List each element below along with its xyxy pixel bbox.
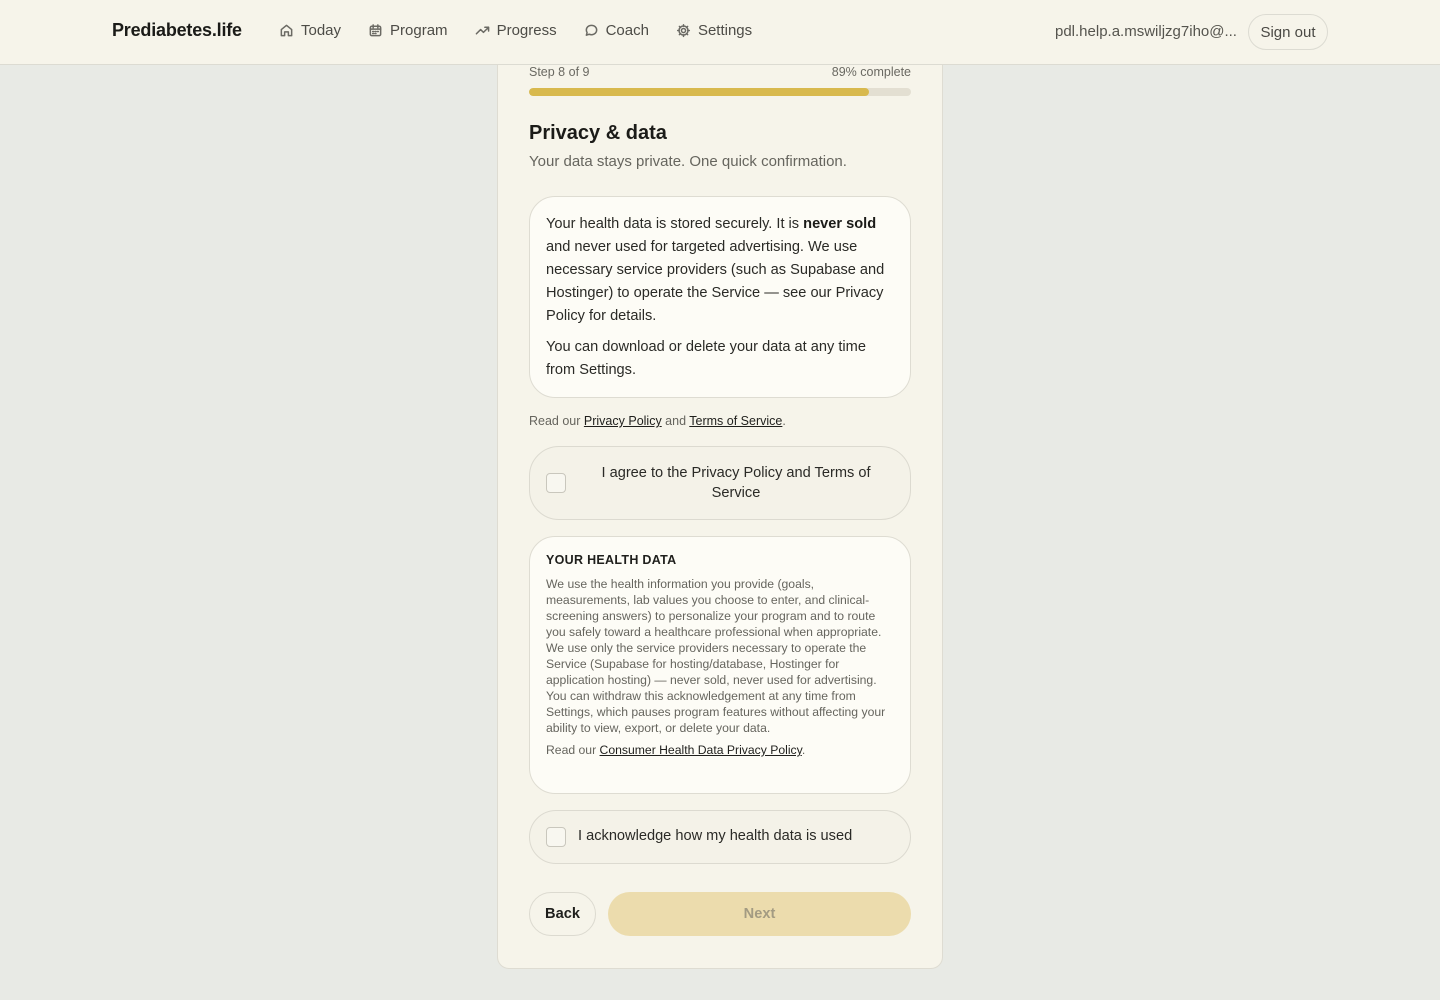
- info-text: Your health data is stored securely. It is: [546, 216, 804, 232]
- consumer-health-data-policy-link[interactable]: Consumer Health Data Privacy Policy: [599, 743, 802, 757]
- health-data-policy-line: [546, 743, 894, 757]
- nav-label: Coach: [605, 22, 649, 39]
- nav-item-settings[interactable]: [676, 22, 752, 39]
- privacy-info-paragraph: You can download or delete your data at any time from Settings.: [546, 339, 866, 378]
- policy-links-line: [529, 414, 786, 428]
- home-icon: [279, 23, 294, 38]
- sign-out-button[interactable]: Sign out: [1248, 14, 1328, 50]
- nav-label: Program: [390, 22, 448, 39]
- calendar-icon: [368, 23, 383, 38]
- next-button[interactable]: Next: [608, 892, 911, 936]
- progress-bar: [529, 88, 911, 96]
- period: .: [801, 743, 806, 757]
- and-text: and: [661, 414, 690, 428]
- chat-bubble-icon: [584, 23, 599, 38]
- health-data-box: [529, 536, 911, 794]
- nav-label: Today: [301, 22, 342, 39]
- nav-item-today[interactable]: [279, 22, 341, 39]
- nav-label: Progress: [496, 22, 557, 39]
- privacy-policy-link[interactable]: Privacy Policy: [583, 414, 662, 428]
- top-nav-bar: [0, 0, 1440, 65]
- nav-item-program[interactable]: [368, 22, 448, 39]
- acknowledge-health-data-checkbox[interactable]: [546, 827, 566, 847]
- agree-terms-label[interactable]: I agree to the Privacy Policy and Terms of Service: [601, 465, 871, 501]
- user-email: pdl.help.a.mswiljzg7iho@...: [1055, 23, 1237, 40]
- never-sold-emphasis: never sold: [803, 216, 877, 232]
- privacy-info-paragraph: [546, 213, 894, 328]
- period: .: [782, 414, 786, 428]
- gear-icon: [676, 23, 691, 38]
- progress-bar-fill: [529, 88, 869, 96]
- main-nav: [279, 22, 779, 39]
- nav-label: Settings: [697, 22, 753, 39]
- back-button[interactable]: Back: [529, 892, 596, 936]
- trending-up-icon: [475, 23, 490, 38]
- acknowledge-health-data-label[interactable]: I acknowledge how my health data is used: [578, 828, 853, 844]
- step-indicator: [529, 65, 911, 79]
- step-text: Step 8 of 9: [529, 65, 590, 79]
- nav-item-progress[interactable]: [475, 22, 557, 39]
- health-data-body: We use the health information you provide (goals, measurements, lab values you choose to enter, and clinical-screening answers) to personalize your program and to route you safely toward a healthcare professional when appropriate. We use only the service providers necessary to operate the Service (Supabase for hosting/database, Hostinger for application hosting) — never sold, never used for advertising. You can withdraw this acknowledgement at any time from Settings, which pauses program features without affecting your ability to view, export, or delete your data.: [546, 577, 886, 735]
- agree-terms-checkbox[interactable]: [546, 473, 566, 493]
- info-text: and never used for targeted advertising. We use necessary service providers (such as Supabase and Hostinger) to operate the Service — see our Privacy Policy for details.: [546, 239, 885, 324]
- health-data-heading: YOUR HEALTH DATA: [546, 553, 677, 567]
- page-subtitle: Your data stays private. One quick confirmation.: [529, 153, 847, 170]
- complete-text: 89% complete: [831, 65, 911, 79]
- privacy-info-box: [529, 196, 911, 398]
- read-prefix: Read our: [529, 414, 584, 428]
- terms-of-service-link[interactable]: Terms of Service: [689, 414, 783, 428]
- brand-logo[interactable]: Prediabetes.life: [112, 20, 242, 40]
- page-title: Privacy & data: [529, 122, 667, 144]
- nav-item-coach[interactable]: [584, 22, 649, 39]
- read-prefix: Read our: [546, 743, 600, 757]
